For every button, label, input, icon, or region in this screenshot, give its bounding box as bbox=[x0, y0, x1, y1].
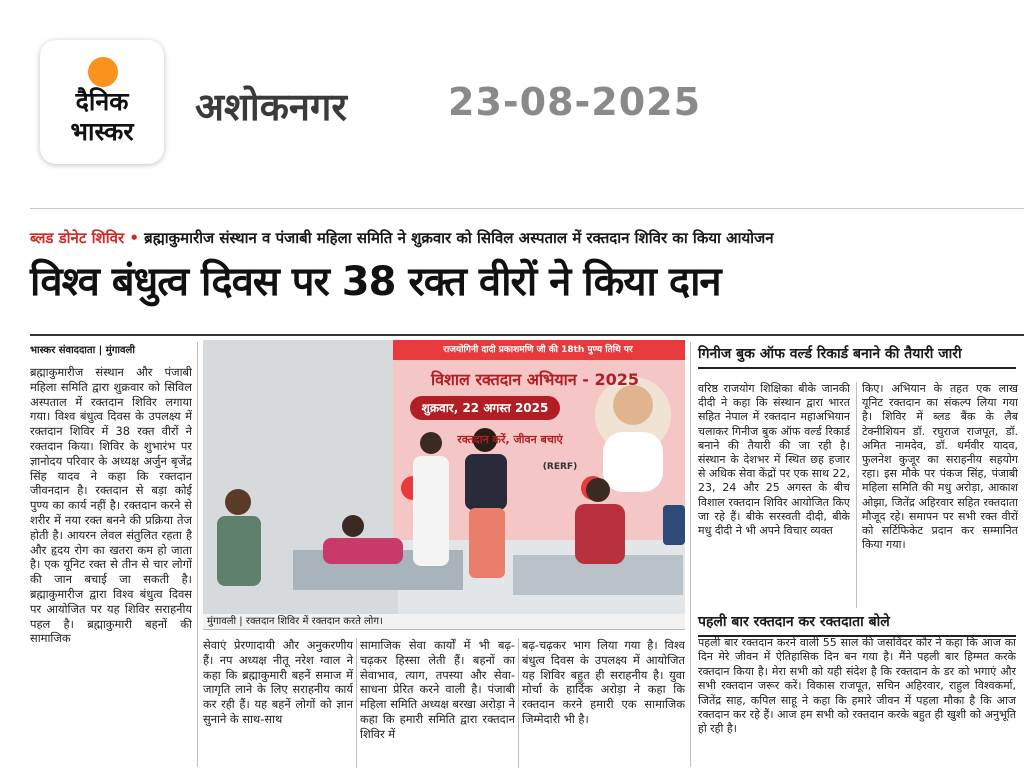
kicker-text: ब्रह्माकुमारीज संस्थान व पंजाबी महिला समिति ने शुक्रवार को सिविल अस्पताल में रक्तदान शिविर का किया आयोजन bbox=[144, 229, 774, 247]
edition-date: 23-08-2025 bbox=[448, 80, 702, 124]
bullet-icon: • bbox=[129, 229, 145, 247]
photo-caption: मुंगावली | रक्तदान शिविर में रक्तदान करते लोग। bbox=[203, 614, 685, 630]
headline: विश्व बंधुत्व दिवस पर 38 रक्त वीरों ने किया दान bbox=[30, 259, 721, 305]
sidebar2-heading: पहली बार रक्तदान कर रक्तदाता बोले bbox=[698, 612, 1016, 637]
logo-text-line2: भास्कर bbox=[70, 117, 134, 146]
byline: भास्कर संवाददाता | मुंगावली bbox=[30, 345, 135, 356]
column-divider bbox=[197, 342, 198, 767]
article-column-2: सेवाएं प्रेरणादायी और अनुकरणीय हैं। नप अध्यक्ष नीतू नरेश ग्वाल ने कहा कि ब्रह्माकुमारी बहनें समाज में जागृति लाने के लिए सराहनीय कार्य कर रही हैं। यह बहनें लोगों को ज्ञान सुनाने के साथ-साथ bbox=[203, 638, 353, 726]
banner-line4: रक्तदान करें, जीवन बचाएं bbox=[457, 433, 563, 446]
article-column-4: बढ़-चढ़कर भाग लिया गया है। विश्व बंधुत्व दिवस के उपलक्ष्य में आयोजित यह शिविर बहुत ही सराहनीय है। युवा मोर्चा के हार्दिक अरोड़ा ने कहा कि रक्तदान करने हमारी एक सामाजिक जिम्मेदारी भी है। bbox=[522, 638, 685, 726]
column-divider bbox=[690, 342, 691, 767]
edition-city: अशोकनगर bbox=[195, 85, 347, 129]
kicker bbox=[30, 228, 774, 248]
top-divider bbox=[30, 208, 1024, 209]
sidebar1-heading: गिनीज बुक ऑफ वर्ल्ड रिकार्ड बनाने की तैयारी जारी bbox=[698, 344, 1016, 369]
sidebar1-column-1: वरिष्ठ राजयोग शिक्षिका बीके जानकी दीदी ने कहा कि संस्थान द्वारा भारत सहित नेपाल में रक्तदान महाअभियान चलाकर गिनीज बुक ऑफ वर्ल्ड रिकार्ड बनाने की तैयारी की जा रही है। संस्थान के देशभर में स्थित छह हजार से अधिक सेवा केंद्रों पर एक साथ 22, 23, 24 और 25 अगस्त के बीच विशाल रक्तदान शिविर आयोजित किए जा रहे हैं। बीके सरस्वती दीदी, बीके मधु दीदी ने भी अपने विचार व्यक्त bbox=[698, 382, 850, 538]
banner-line3: शुक्रवार, 22 अगस्त 2025 bbox=[410, 396, 560, 420]
headline-divider bbox=[30, 334, 1024, 336]
banner-line2: विशाल रक्तदान अभियान - 2025 bbox=[430, 370, 640, 389]
column-divider bbox=[356, 638, 357, 768]
logo-text-line1: दैनिक bbox=[75, 87, 129, 116]
banner-line1: राजयोगिनी दादी प्रकाशमणि जी की 18th पुण्य तिथि पर bbox=[443, 345, 633, 355]
article-column-3: सामाजिक सेवा कार्यों में भी बढ़-चढ़कर हिस्सा लेती हैं। बहनों का सेवाभाव, त्याग, तपस्या और सेवा-साधना प्रेरित करने वाली है। पंजाबी महिला समिति अध्यक्ष बरखा अरोड़ा ने कहा कि हमारी समिति द्वारा रक्तदान शिविर में bbox=[360, 638, 515, 741]
column-divider bbox=[518, 638, 519, 768]
column-divider bbox=[856, 382, 857, 608]
article-column-1: ब्रह्माकुमारीज संस्थान और पंजाबी महिला समिति द्वारा शुक्रवार को सिविल अस्पताल में रक्तदान शिविर लगाया गया। विश्व बंधुत्व दिवस के उपलक्ष्य में रक्तदान शिविर में 38 रक्त वीरों ने रक्तदान किया। शिविर के शुभारंभ पर ज्ञानोदय परिवार के अध्यक्ष अर्जुन बृजेंद्र सिंह यादव ने कहा कि रक्तदान जीवनदान है। रक्तदान से बड़ा कोई पुण्य का कार्य नहीं है। रक्तदान करने से शरीर में नया रक्त बनने की प्रक्रिया तेज होती है। आयरन लेवल संतुलित रहता है और हृदय रोग का खतरा कम हो जाता है। एक यूनिट रक्त से तीन से चार लोगों की जान बचाई जा सकती है। ब्रह्माकुमारीज द्वारा विश्व बंधुत्व दिवस पर आयोजित पर यह शिविर सराहनीय पहल है। ब्रह्माकुमारी बहनों की सामाजिक bbox=[30, 365, 192, 646]
banner-line5: (RERF) bbox=[542, 462, 578, 472]
kicker-label: ब्लड डोनेट शिविर bbox=[30, 229, 125, 247]
sidebar1-column-2: किए। अभियान के तहत एक लाख यूनिट रक्तदान का संकल्प लिया गया है। शिविर में ब्लड बैंक के लैब टेक्नीशियन डॉ. रघुराज राजपूत, डॉ. अमित नामदेव, डॉ. धर्मवीर यादव, फुलनेश कुजूर का सराहनीय सहयोग रहा। इस मौके पर पंकज सिंह, पंजाबी महिला समिति की मधु अरोड़ा, आकाश ओझा, जितेंद्र अहिरवार सहित रक्तदाता मौजूद रहे। समापन पर सभी रक्त वीरों को सर्टिफिकेट प्रदान कर सम्मानित किया गया। bbox=[862, 382, 1018, 552]
sidebar2-body: पहली बार रक्तदान करने वाली 55 साल की जसविंदर कौर ने कहा कि आज का दिन मेरे जीवन में ऐतिहासिक दिन बन गया है। मैंने पहली बार हिम्मत करके रक्तदान किया है। मेरा सभी को यही संदेश है कि रक्तदान के डर को भगाएं और सभी रक्तदान जरूर करें। विकास राजपूत, सचिन अहिरवार, राहुल विश्वकर्मा, जितेंद्र साह, कपिल साहू ने कहा कि हमारे जीवन में पहला मौका है कि आज रक्तदान कर रहे हैं। आज हम सभी को रक्तदान करके बहुत ही खुशी को अनुभूति हो रही है। bbox=[698, 636, 1016, 736]
sun-icon bbox=[88, 57, 118, 87]
